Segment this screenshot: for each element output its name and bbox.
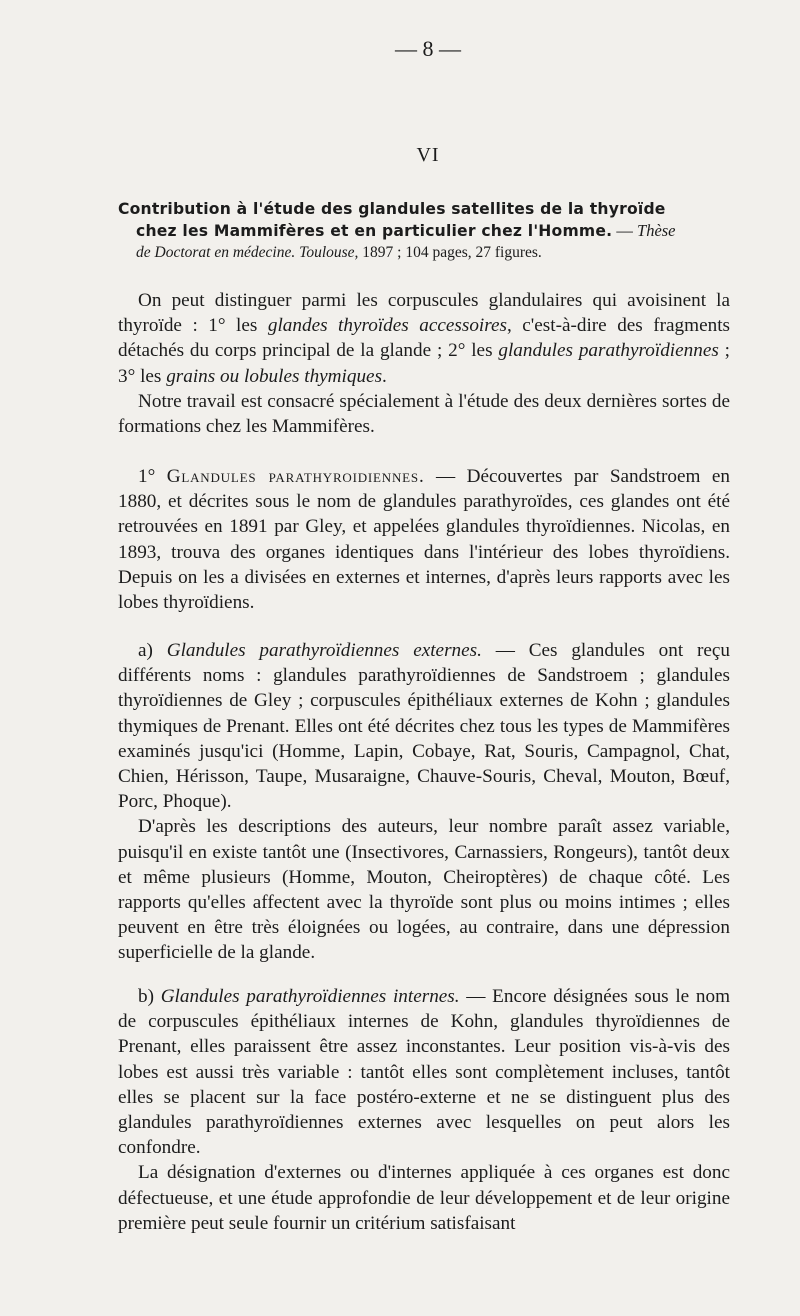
reference-title-line1: Contribution à l'étude des glandules satellites de la thyroïde — [118, 200, 666, 218]
section-b-text: — Encore désignées sous le nom de corpuscules épithéliaux internes de Kohn, glandules thyroïdiennes de Prenant, elles paraissent être assez inconstantes. Leur position vis-à-vis des lobes est aussi très variable : tantôt elles sont complètement incluses, tantôt elles se placent sur la face postéro-externe et ne se distinguent plus des glandules parathyroïdiennes externes avec lesquelles on peut alors les confondre. — [118, 986, 730, 1159]
section-a-text: — Ces glandules ont reçu différents noms : glandules parathyroïdiennes de Sandstroem ; glandules thyroïdiennes de Gley ; corpuscules épithéliaux externes de Kohn ; glandules thymiques de Prenant. Elles ont été décrites chez tous les types de Mammifères examinés jusqu'ici (Homme, Lapin, Cobaye, Rat, Souris, Campagnol, Chat, Chien, Hérisson, Taupe, Musaraigne, Chauve-Souris, Cheval, Mouton, Bœuf, Porc, Phoque). — [118, 640, 731, 813]
reference-dash: — — [612, 221, 638, 240]
intro-paragraph-2: Notre travail est consacré spécialement à l'étude des deux dernières sortes de formations chez les Mammifères. — [118, 390, 730, 438]
reference-details: 1897 ; 104 pages, 27 figures. — [358, 244, 542, 261]
section-b-heading: Glandules parathyroïdiennes internes. — [160, 986, 460, 1007]
section-a-label: a) — [138, 640, 167, 661]
section-number: VI — [416, 144, 440, 166]
intro-text-b: , c'est-à-dire des fragments détachés du corps principal de la glande ; 2° les — [118, 315, 730, 362]
section-b-paragraph-1 — [118, 984, 730, 1160]
section-a-heading: Glandules parathyroïdiennes externes. — [166, 640, 482, 661]
section-1-text: — Découvertes par Sandstroem en 1880, et décrites sous le nom de glandules parathyroïdes, ces glandes ont été retrouvées en 1891 par Gley, et appelées glandules thyroïdiennes. Nicolas, en 1893, trouva des organes identiques dans l'intérieur des lobes thyroïdiens. Depuis on les a divisées en externes et internes, d'après leurs rapports avec les lobes thyroïdiens. — [118, 466, 730, 614]
page-number: — 8 — — [395, 36, 461, 61]
reference-title-line2: chez les Mammifères et en particulier chez l'Homme. — [136, 222, 613, 240]
section-a-paragraph-1 — [118, 638, 730, 814]
section-1-number: 1° — [138, 466, 167, 487]
section-1-heading: Glandules parathyroidiennes. — [166, 466, 425, 487]
reference-degree: de Doctorat en médecine. Toulouse, — [136, 244, 359, 261]
section-b-block — [118, 984, 730, 1236]
section-b-label: b) — [138, 986, 161, 1007]
section-b-paragraph-2: La désignation d'externes ou d'internes appliquée à ces organes est donc défectueuse, et une étude approfondie de leur développement et de leur origine première peut seule fournir un critérium satisfaisant — [118, 1162, 730, 1234]
section-a-block — [118, 638, 730, 966]
intro-text-c: ; 3° les — [118, 340, 730, 387]
intro-text-d: . — [382, 365, 387, 387]
bibliographic-reference — [118, 198, 730, 263]
intro-term-thymic: grains ou lobules thymiques — [166, 365, 383, 387]
intro-term-parathyroid: glandules parathyroïdiennes — [498, 340, 719, 362]
intro-text-a: On peut distinguer parmi les corpuscules glandulaires qui avoisinent la thyroïde : 1° les — [118, 290, 730, 337]
section-1-block — [118, 464, 730, 615]
intro-term-accessory: glandes thyroïdes accessoires — [267, 315, 507, 337]
section-1-paragraph — [118, 464, 730, 615]
intro-block — [118, 288, 730, 439]
section-a-paragraph-2: D'après les descriptions des auteurs, leur nombre paraît assez variable, puisqu'il en existe tantôt une (Insectivores, Carnassiers, Rongeurs), tantôt deux et même plusieurs (Homme, Mouton, Cheiroptères) de chaque côté. Les rapports qu'elles affectent avec la thyroïde sont plus ou moins intimes ; elles peuvent en être très éloignées ou logées, au contraire, dans une dépression superficielle de la glande. — [118, 816, 730, 964]
intro-paragraph-1 — [118, 288, 730, 389]
reference-these: Thèse — [637, 221, 676, 240]
